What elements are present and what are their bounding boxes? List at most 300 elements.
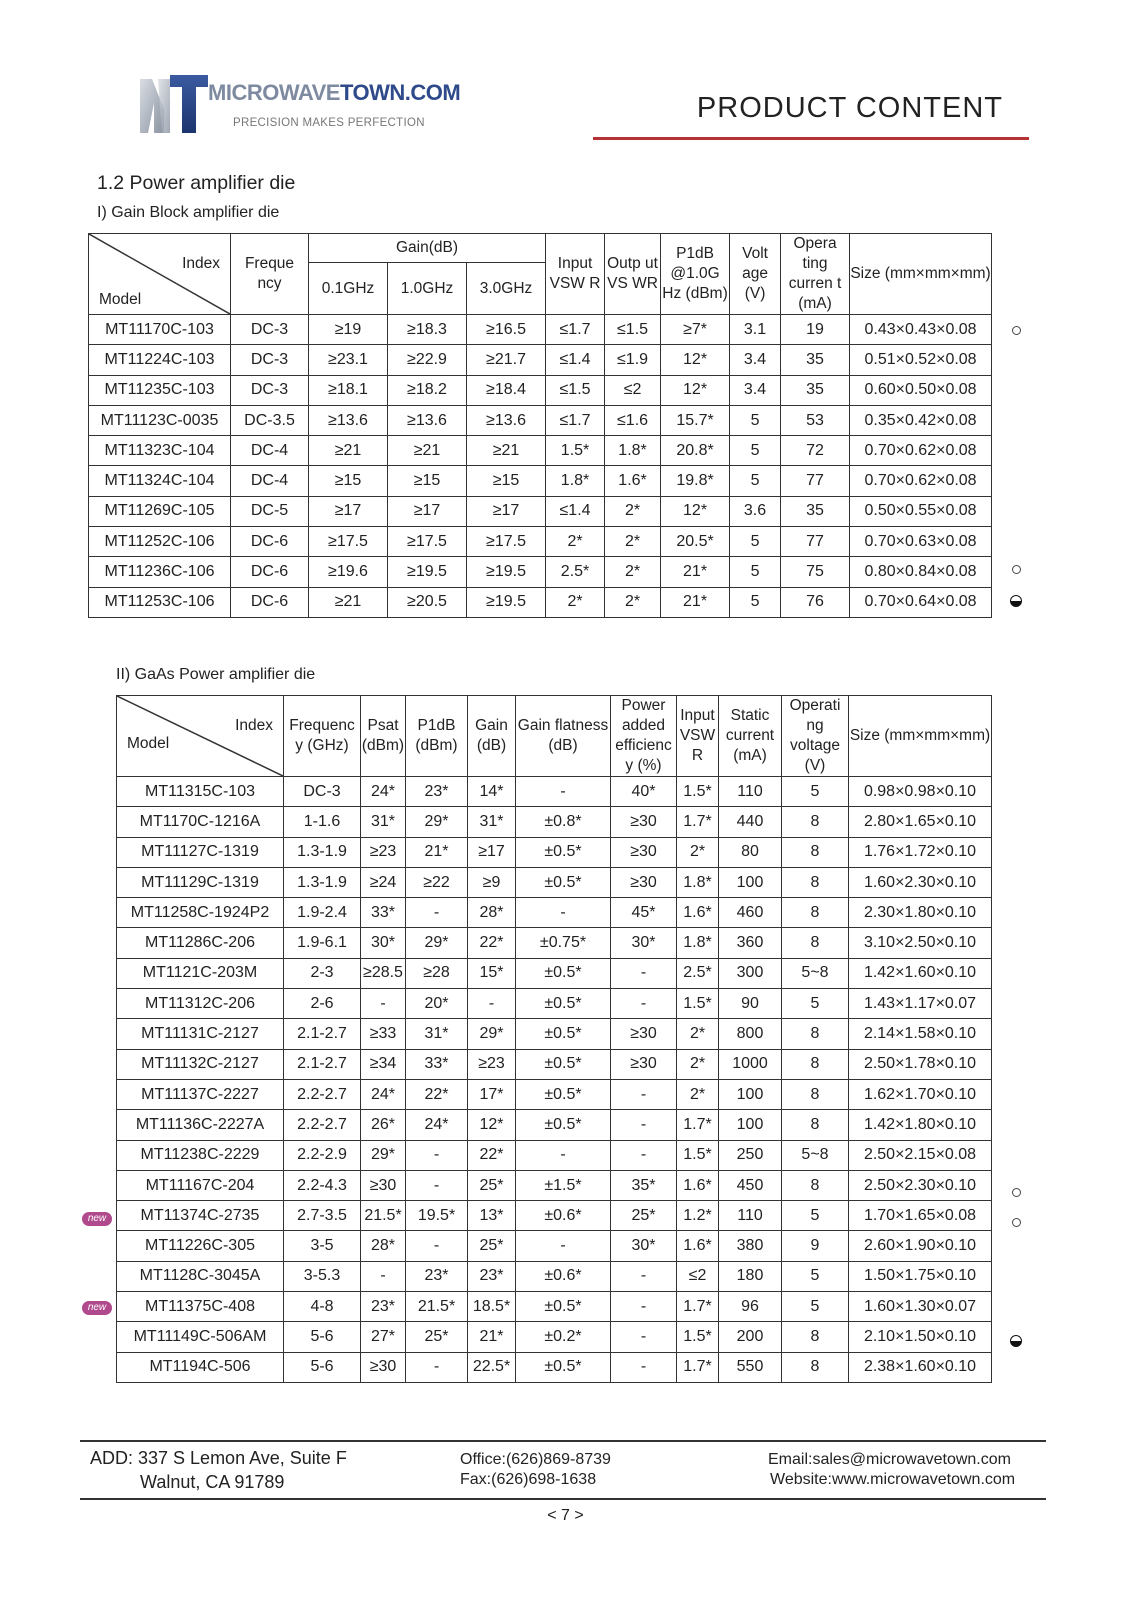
spec-cell: - <box>516 898 611 928</box>
model-cell: MT11131C-2127 <box>117 1019 284 1049</box>
spec-cell: 0.60×0.50×0.08 <box>850 375 992 405</box>
spec-cell: ≥28.5 <box>361 958 406 988</box>
footer-address-line2: Walnut, CA 91789 <box>140 1472 285 1492</box>
spec-cell: ≤1.7 <box>546 315 605 345</box>
model-cell: MT11269C-105 <box>89 496 231 526</box>
spec-cell: 110 <box>719 777 782 807</box>
spec-cell: 100 <box>719 1079 782 1109</box>
spec-cell: 76 <box>781 587 850 617</box>
spec-cell: 1.6* <box>677 898 719 928</box>
spec-cell: 1.6* <box>677 1231 719 1261</box>
marker-cell <box>992 1261 1024 1291</box>
spec-cell: ≥30 <box>611 1019 677 1049</box>
spec-cell: 1.8* <box>677 928 719 958</box>
model-cell: MT11253C-106 <box>89 587 231 617</box>
section-heading: 1.2 Power amplifier die <box>97 172 296 194</box>
table1-header-size: Size (mm×mm×mm) <box>850 234 992 315</box>
spec-cell: ≥17 <box>388 496 467 526</box>
spec-cell: 35 <box>781 375 850 405</box>
spec-cell: ±0.5* <box>516 837 611 867</box>
spec-cell: - <box>468 989 516 1019</box>
spec-cell: 1.7* <box>677 807 719 837</box>
spec-cell: ≤1.4 <box>546 496 605 526</box>
spec-cell: 5 <box>730 587 781 617</box>
spec-cell: DC-3.5 <box>231 405 309 435</box>
spec-cell: DC-3 <box>231 315 309 345</box>
spec-cell: ≥17.5 <box>388 527 467 557</box>
spec-cell: ±0.5* <box>516 989 611 1019</box>
spec-cell: 4-8 <box>284 1292 361 1322</box>
spec-cell: ±0.2* <box>516 1322 611 1352</box>
spec-cell: ≥13.6 <box>388 405 467 435</box>
spec-cell: 1.62×1.70×0.10 <box>849 1079 992 1109</box>
spec-cell: 19.8* <box>661 466 730 496</box>
table2-header-size: Size (mm×mm×mm) <box>849 696 992 777</box>
spec-cell: ≥21.7 <box>467 345 546 375</box>
spec-cell: 2.2-4.3 <box>284 1170 361 1200</box>
spec-cell: 15.7* <box>661 405 730 435</box>
page-number: < 7 > <box>547 1507 584 1524</box>
marker-cell <box>992 557 1027 587</box>
spec-cell: 110 <box>719 1201 782 1231</box>
new-badge: new <box>82 1301 112 1315</box>
spec-cell: ≤2 <box>605 375 661 405</box>
spec-cell: 22* <box>406 1079 468 1109</box>
spec-cell: 20.5* <box>661 527 730 557</box>
spec-cell: 0.70×0.63×0.08 <box>850 527 992 557</box>
table2-header-static-current: Static current (mA) <box>719 696 782 777</box>
spec-cell: 2.80×1.65×0.10 <box>849 807 992 837</box>
spec-cell: 5 <box>730 527 781 557</box>
spec-cell: 14* <box>468 777 516 807</box>
marker-cell <box>992 928 1024 958</box>
footer-fax: Fax:(626)698-1638 <box>460 1471 597 1488</box>
spec-cell: 8 <box>782 1049 849 1079</box>
model-cell: MT1121C-203M <box>117 958 284 988</box>
gain-block-row <box>89 436 1027 466</box>
spec-cell: - <box>611 1140 677 1170</box>
spec-cell: 2.50×2.30×0.10 <box>849 1170 992 1200</box>
spec-cell: - <box>361 989 406 1019</box>
spec-cell: 23* <box>468 1261 516 1291</box>
spec-cell: 21.5* <box>406 1292 468 1322</box>
spec-cell: 2.50×2.15×0.08 <box>849 1140 992 1170</box>
model-cell: MT11123C-0035 <box>89 405 231 435</box>
spec-cell: 2* <box>546 587 605 617</box>
spec-cell: ≥17.5 <box>309 527 388 557</box>
spec-cell: 33* <box>406 1049 468 1079</box>
spec-cell: 1.5* <box>677 1322 719 1352</box>
spec-cell: 5-6 <box>284 1352 361 1382</box>
spec-cell: ≤1.9 <box>605 345 661 375</box>
spec-cell: 23* <box>361 1292 406 1322</box>
spec-cell: 1.7* <box>677 1292 719 1322</box>
spec-cell: 440 <box>719 807 782 837</box>
marker-cell <box>992 375 1027 405</box>
spec-cell: 25* <box>406 1322 468 1352</box>
spec-cell: 1.60×1.30×0.07 <box>849 1292 992 1322</box>
page-title: PRODUCT CONTENT <box>696 92 1003 124</box>
spec-cell: 80 <box>719 837 782 867</box>
spec-cell: 1.6* <box>677 1170 719 1200</box>
model-cell: MT11312C-206 <box>117 989 284 1019</box>
spec-cell: 12* <box>661 375 730 405</box>
spec-cell: 2.1-2.7 <box>284 1049 361 1079</box>
footer-office-phone: Office:(626)869-8739 <box>460 1451 611 1468</box>
spec-cell: 1.5* <box>677 777 719 807</box>
spec-cell: ≤1.7 <box>546 405 605 435</box>
spec-cell: 8 <box>782 1322 849 1352</box>
spec-cell: ±0.75* <box>516 928 611 958</box>
spec-cell: ±1.5* <box>516 1170 611 1200</box>
spec-cell: ≥19.5 <box>467 557 546 587</box>
spec-cell: 31* <box>361 807 406 837</box>
table2-body <box>117 777 1024 1383</box>
spec-cell: 25* <box>468 1170 516 1200</box>
spec-cell: - <box>406 1140 468 1170</box>
spec-cell: ≥17 <box>468 837 516 867</box>
spec-cell: 35 <box>781 496 850 526</box>
table1-corner-header <box>89 234 231 315</box>
spec-cell: - <box>611 958 677 988</box>
model-cell: MT11375C-408 <box>117 1292 284 1322</box>
model-cell: MT1194C-506 <box>117 1352 284 1382</box>
gain-block-row <box>89 315 1027 345</box>
table1-header-input-vswr: Input VSW R <box>546 234 605 315</box>
spec-cell: 17* <box>468 1079 516 1109</box>
spec-cell: DC-3 <box>284 777 361 807</box>
power-amp-row <box>117 989 1024 1019</box>
spec-cell: ≥18.3 <box>388 315 467 345</box>
spec-cell: ≥16.5 <box>467 315 546 345</box>
spec-cell: 22* <box>468 1140 516 1170</box>
spec-cell: 5 <box>782 1261 849 1291</box>
spec-cell: ≥17 <box>309 496 388 526</box>
table2-header-psat: Psat (dBm) <box>361 696 406 777</box>
spec-cell: 1.5* <box>677 989 719 1019</box>
marker-cell <box>992 989 1024 1019</box>
spec-cell: 8 <box>782 1170 849 1200</box>
spec-cell: 24* <box>406 1110 468 1140</box>
footer-top-rule <box>80 1440 1046 1442</box>
spec-cell: 21.5* <box>361 1201 406 1231</box>
spec-cell: ≥20.5 <box>388 587 467 617</box>
footer-website[interactable]: Website:www.microwavetown.com <box>770 1471 1016 1488</box>
table2-marker-col <box>992 696 1024 777</box>
power-amp-row <box>117 1079 1024 1109</box>
half-filled-circle-icon <box>1010 1335 1022 1347</box>
spec-cell: 45* <box>611 898 677 928</box>
spec-cell: 35* <box>611 1170 677 1200</box>
marker-cell <box>992 958 1024 988</box>
spec-cell: 0.80×0.84×0.08 <box>850 557 992 587</box>
table2-header-gain: Gain (dB) <box>468 696 516 777</box>
gain-block-row <box>89 587 1027 617</box>
spec-cell: 1.9-2.4 <box>284 898 361 928</box>
spec-cell: 1.2* <box>677 1201 719 1231</box>
spec-cell: 1.8* <box>605 436 661 466</box>
spec-cell: ≥34 <box>361 1049 406 1079</box>
power-amp-row <box>117 1170 1024 1200</box>
spec-cell: 0.51×0.52×0.08 <box>850 345 992 375</box>
spec-cell: ±0.5* <box>516 1292 611 1322</box>
spec-cell: 0.35×0.42×0.08 <box>850 405 992 435</box>
model-cell: MT11226C-305 <box>117 1231 284 1261</box>
open-circle-icon <box>1012 1188 1021 1197</box>
spec-cell: 2* <box>677 837 719 867</box>
power-amp-row <box>117 837 1024 867</box>
table1-header-p1db: P1dB @1.0G Hz (dBm) <box>661 234 730 315</box>
spec-cell: 1.3-1.9 <box>284 867 361 897</box>
spec-cell: ±0.5* <box>516 1110 611 1140</box>
model-cell: MT11149C-506AM <box>117 1322 284 1352</box>
marker-cell <box>992 1140 1024 1170</box>
spec-cell: DC-5 <box>231 496 309 526</box>
table2-header-input-vswr: Input VSW R <box>677 696 719 777</box>
spec-cell: - <box>406 898 468 928</box>
logo-tagline: PRECISION MAKES PERFECTION <box>233 117 425 129</box>
gain-block-row <box>89 557 1027 587</box>
spec-cell: ≥17.5 <box>467 527 546 557</box>
spec-cell: DC-4 <box>231 466 309 496</box>
spec-cell: ±0.6* <box>516 1261 611 1291</box>
spec-cell: 8 <box>782 1079 849 1109</box>
spec-cell: 21* <box>468 1322 516 1352</box>
spec-cell: ≥19.6 <box>309 557 388 587</box>
table1-header-gain-30: 3.0GHz <box>467 263 546 315</box>
spec-cell: 90 <box>719 989 782 1019</box>
spec-cell: 5 <box>730 557 781 587</box>
model-cell: MT1170C-1216A <box>117 807 284 837</box>
spec-cell: DC-6 <box>231 557 309 587</box>
spec-cell: 200 <box>719 1322 782 1352</box>
spec-cell: 25* <box>611 1201 677 1231</box>
power-amp-row <box>117 867 1024 897</box>
spec-cell: 3.4 <box>730 375 781 405</box>
gain-block-row <box>89 405 1027 435</box>
spec-cell: - <box>406 1231 468 1261</box>
power-amp-row <box>117 777 1024 807</box>
spec-cell: 8 <box>782 1352 849 1382</box>
spec-cell: ≥15 <box>309 466 388 496</box>
model-cell: MT1128C-3045A <box>117 1261 284 1291</box>
spec-cell: 2.2-2.7 <box>284 1110 361 1140</box>
spec-cell: ≥18.1 <box>309 375 388 405</box>
spec-cell: 5~8 <box>782 958 849 988</box>
spec-cell: 1.50×1.75×0.10 <box>849 1261 992 1291</box>
footer-email[interactable]: Email:sales@microwavetown.com <box>768 1451 1011 1468</box>
spec-cell: 3.1 <box>730 315 781 345</box>
spec-cell: ≥30 <box>611 867 677 897</box>
spec-cell: ±0.5* <box>516 1019 611 1049</box>
spec-cell: 1.6* <box>605 466 661 496</box>
footer-address-line1: ADD: 337 S Lemon Ave, Suite F <box>90 1448 347 1468</box>
spec-cell: 24* <box>361 1079 406 1109</box>
table1-title: I) Gain Block amplifier die <box>97 204 280 221</box>
power-amp-row <box>117 898 1024 928</box>
spec-cell: 2* <box>605 587 661 617</box>
spec-cell: 8 <box>782 807 849 837</box>
spec-cell: 2* <box>605 527 661 557</box>
spec-cell: 23* <box>406 777 468 807</box>
spec-cell: 29* <box>361 1140 406 1170</box>
spec-cell: 2.2-2.9 <box>284 1140 361 1170</box>
spec-cell: 0.50×0.55×0.08 <box>850 496 992 526</box>
marker-cell <box>992 1352 1024 1382</box>
gain-block-row <box>89 375 1027 405</box>
spec-cell: - <box>406 1170 468 1200</box>
spec-cell: 1.76×1.72×0.10 <box>849 837 992 867</box>
spec-cell: 460 <box>719 898 782 928</box>
marker-cell <box>992 405 1027 435</box>
model-cell: MT11167C-204 <box>117 1170 284 1200</box>
spec-cell: 5 <box>782 1201 849 1231</box>
marker-cell <box>992 1292 1024 1322</box>
marker-cell <box>992 1079 1024 1109</box>
power-amp-row <box>117 1049 1024 1079</box>
spec-cell: ≥19.5 <box>388 557 467 587</box>
spec-cell: ≥15 <box>467 466 546 496</box>
spec-cell: 360 <box>719 928 782 958</box>
spec-cell: ≤1.5 <box>546 375 605 405</box>
spec-cell: 1.8* <box>677 867 719 897</box>
power-amp-row <box>117 1292 1024 1322</box>
spec-cell: 3.10×2.50×0.10 <box>849 928 992 958</box>
spec-cell: 1.7* <box>677 1352 719 1382</box>
power-amp-row <box>117 928 1024 958</box>
spec-cell: ≥19.5 <box>467 587 546 617</box>
spec-cell: 2.38×1.60×0.10 <box>849 1352 992 1382</box>
spec-cell: 2* <box>605 557 661 587</box>
marker-cell <box>992 1231 1024 1261</box>
spec-cell: ≤2 <box>677 1261 719 1291</box>
footer-bottom-rule <box>80 1498 1046 1500</box>
spec-cell: 20.8* <box>661 436 730 466</box>
spec-cell: 30* <box>361 928 406 958</box>
spec-cell: 1.42×1.60×0.10 <box>849 958 992 988</box>
power-amp-row <box>117 958 1024 988</box>
spec-cell: ≥30 <box>361 1352 406 1382</box>
marker-cell <box>992 837 1024 867</box>
table2-header-frequency: Frequenc y (GHz) <box>284 696 361 777</box>
spec-cell: 1.3-1.9 <box>284 837 361 867</box>
spec-cell: 28* <box>361 1231 406 1261</box>
spec-cell: 9 <box>782 1231 849 1261</box>
spec-cell: 8 <box>782 867 849 897</box>
spec-cell: 5 <box>730 466 781 496</box>
spec-cell: 250 <box>719 1140 782 1170</box>
table1-index-label: Index <box>182 255 220 272</box>
spec-cell: 300 <box>719 958 782 988</box>
logo-site-part1: MICROWAVE <box>208 80 340 105</box>
model-cell: MT11136C-2227A <box>117 1110 284 1140</box>
model-cell: MT11129C-1319 <box>117 867 284 897</box>
spec-cell: 5 <box>782 989 849 1019</box>
spec-cell: 8 <box>782 1110 849 1140</box>
spec-cell: 1.9-6.1 <box>284 928 361 958</box>
spec-cell: 29* <box>406 807 468 837</box>
gain-block-row <box>89 527 1027 557</box>
spec-cell: ≤1.6 <box>605 405 661 435</box>
marker-cell <box>992 527 1027 557</box>
spec-cell: - <box>611 1292 677 1322</box>
spec-cell: 25* <box>468 1231 516 1261</box>
spec-cell: - <box>406 1352 468 1382</box>
spec-cell: 1.70×1.65×0.08 <box>849 1201 992 1231</box>
spec-cell: 12* <box>468 1110 516 1140</box>
spec-cell: 2-6 <box>284 989 361 1019</box>
spec-cell: - <box>611 1352 677 1382</box>
marker-cell <box>992 496 1027 526</box>
spec-cell: 2.60×1.90×0.10 <box>849 1231 992 1261</box>
marker-cell <box>992 1019 1024 1049</box>
spec-cell: 2* <box>546 527 605 557</box>
spec-cell: 26* <box>361 1110 406 1140</box>
spec-cell: - <box>611 1322 677 1352</box>
spec-cell: ±0.6* <box>516 1201 611 1231</box>
table1-header-gain-01: 0.1GHz <box>309 263 388 315</box>
spec-cell: 2* <box>677 1019 719 1049</box>
model-cell: MT11127C-1319 <box>117 837 284 867</box>
spec-cell: 12* <box>661 496 730 526</box>
spec-cell: 1.8* <box>546 466 605 496</box>
spec-cell: 35 <box>781 345 850 375</box>
spec-cell: 31* <box>406 1019 468 1049</box>
marker-cell <box>992 807 1024 837</box>
table1-header-voltage: Volt age (V) <box>730 234 781 315</box>
marker-cell <box>992 436 1027 466</box>
spec-cell: ≥13.6 <box>309 405 388 435</box>
spec-cell: 72 <box>781 436 850 466</box>
table2-title: II) GaAs Power amplifier die <box>116 666 316 683</box>
spec-cell: ≥30 <box>611 837 677 867</box>
spec-cell: ≥19 <box>309 315 388 345</box>
spec-cell: 30* <box>611 928 677 958</box>
spec-cell: 2.14×1.58×0.10 <box>849 1019 992 1049</box>
spec-cell: 180 <box>719 1261 782 1291</box>
spec-cell: ≥21 <box>309 436 388 466</box>
spec-cell: ≥23 <box>361 837 406 867</box>
spec-cell: 100 <box>719 1110 782 1140</box>
spec-cell: 21* <box>406 837 468 867</box>
spec-cell: 0.98×0.98×0.10 <box>849 777 992 807</box>
marker-cell <box>992 1049 1024 1079</box>
spec-cell: 1.5* <box>546 436 605 466</box>
spec-cell: 77 <box>781 466 850 496</box>
spec-cell: ≥15 <box>388 466 467 496</box>
spec-cell: 450 <box>719 1170 782 1200</box>
spec-cell: - <box>516 777 611 807</box>
model-cell: MT11323C-104 <box>89 436 231 466</box>
model-cell: MT11238C-2229 <box>117 1140 284 1170</box>
spec-cell: 3.4 <box>730 345 781 375</box>
table2-header-voltage: Operati ng voltage (V) <box>782 696 849 777</box>
logo-site-name <box>208 80 460 106</box>
power-amp-row <box>117 1322 1024 1352</box>
spec-cell: - <box>516 1231 611 1261</box>
spec-cell: ≤1.5 <box>605 315 661 345</box>
spec-cell: ≥22.9 <box>388 345 467 375</box>
power-amp-row <box>117 1140 1024 1170</box>
open-circle-icon <box>1012 326 1021 335</box>
spec-cell: ≥23 <box>468 1049 516 1079</box>
spec-cell: 5 <box>730 405 781 435</box>
spec-cell: ±0.5* <box>516 1049 611 1079</box>
spec-cell: 40* <box>611 777 677 807</box>
spec-cell: 29* <box>468 1019 516 1049</box>
spec-cell: ≥9 <box>468 867 516 897</box>
spec-cell: 31* <box>468 807 516 837</box>
